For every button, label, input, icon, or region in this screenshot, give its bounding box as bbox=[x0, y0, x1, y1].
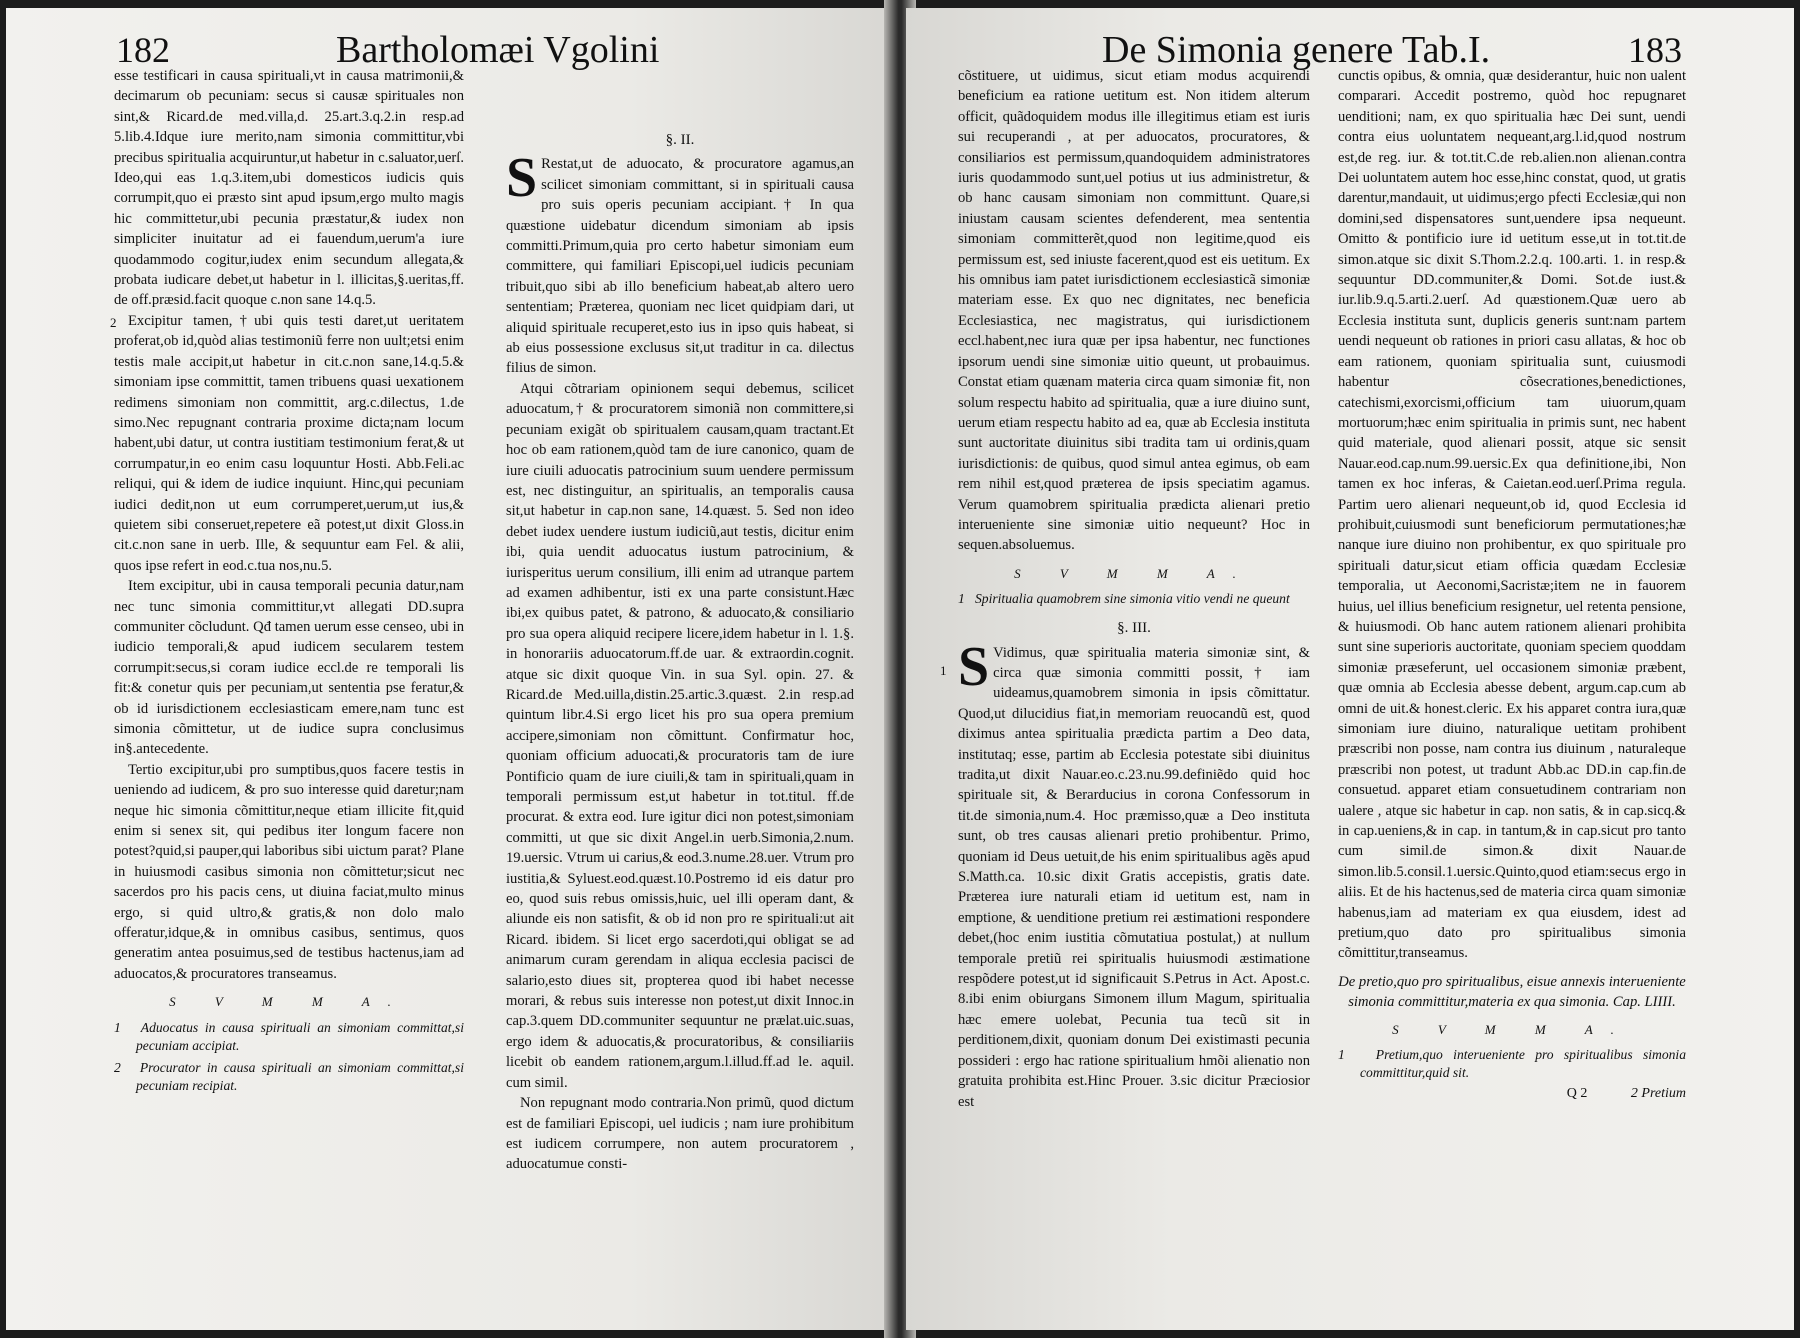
left-column-2 bbox=[506, 128, 854, 1175]
summa-item bbox=[958, 590, 1310, 608]
drop-cap: S bbox=[958, 635, 990, 698]
left-running-title: Bartholomæi Vgolini bbox=[336, 29, 660, 71]
summa-item-text: Procurator in causa spirituali an simoniam committat,si pecuniam recipiat. bbox=[136, 1059, 464, 1093]
summa-heading: S V M M A. bbox=[1014, 565, 1254, 581]
paragraph: esse testificari in causa spirituali,vt in causa matrimonii,& decimarum ob pecuniam: secus si causæ spirituales non sint,& Ricard.de med.villa,d. 25.art.3.q.2.in resp.ad 5.lib.4.Idque iure merito,nam simonia committitur,vbi precibus spiritualia acquiruntur,ut habetur in c.saluator,uerſ. Ideo,qui eas 1.q.3.item,ubi domesticos iudicis quis corrumpit,quo ei præsto sint apud ipsum,ergo multo magis hic committetur,ubi pecunia præstatur,& iudex non simpliciter inuitatur ad ei fauendum,uerum'a iure quodammodo cogitur,iudex enim secundum allegata,& probata iudicare debet,ut habetur in l. illicitas,§.ueritas,ff. de off.præsid.facit quoque c.non sane 14.q.5. bbox=[114, 68, 464, 309]
left-column-1 bbox=[110, 66, 465, 1095]
drop-cap: S bbox=[506, 147, 538, 210]
summa-item bbox=[1338, 1046, 1686, 1082]
summa-item bbox=[114, 1019, 464, 1055]
catchword: 2 Pretium bbox=[1630, 1086, 1686, 1102]
signature-mark: Q 2 bbox=[1566, 1086, 1588, 1102]
margin-number: 1 bbox=[940, 662, 947, 678]
right-page-number: 183 bbox=[1628, 30, 1682, 70]
summa-heading: S V M M A. bbox=[169, 994, 409, 1010]
paragraph: cõstituere, ut uidimus, sicut etiam modus acquirendi beneficium ea ratione uetitum est. Non itidem alterum officit, quãdoquidem modus ille illegitimus etiam est iuris sui recuperandi , at per aduocatos, procuratores, & consiliarios est permissum,quandoquidem administratores iuris quodammodo sunt,uel potius ut ius administretur, & ob hanc causam simoniam non committunt. Quare,si iniustam causam scientes defenderent, mea sententia simoniam committerẽt,quod non legitime,quod eis permissum est, sed iniuste facerent,quod est eis uetitum. Ex his omnibus iam patet iurisdictionem ecclesiasticã simoniæ materiam esse. Ex quo nec dignitates, nec beneficia Ecclesiastica, nec magistratus, qui iurisdictionem eccl.habent,nec iura quæ per ipsa habentur, nec functiones ipsorum uendi sine simoniæ uitio queunt, ut probauimus. Constat etiam quænam materia circa quam simoniæ fit, non solum respectu habito ad spiritualia, quæ a iure diuino sunt, uerum etiam respectu habito ad ea, quæ ab Ecclesia instituta sunt auctoritate diuinitus sibi tradita tam ui ordinis,quam iurisdictionis: de quibus, quod simul antea egimus, ob eam rem nihil est,quod præterea de ipsis speciatim agamus. Verum quamobrem spiritualia prædicta alienari pretio interueniente sine simoniæ uitio nequeunt? Hoc in sequen.absoluemus. bbox=[958, 68, 1310, 554]
summa-item-text: Pretium,quo interueniente pro spiritualibus simonia committitur,quid sit. bbox=[1360, 1047, 1687, 1081]
paragraph bbox=[506, 147, 854, 378]
summa-item-number: 1 bbox=[958, 591, 965, 607]
section-heading: §. II. bbox=[665, 132, 695, 148]
paragraph-text: Excipitur tamen,†ubi quis testi daret,ut ueritatem proferat,ob id,quòd alias testimoniũ ferre non uult;etsi enim testis male accipit,ut habetur in cit.c.non sane,14.q.5.& simoniam ipse committit, tamen tribuens quasi uexationem redimens simoniam non committit, arg.c.dilectus, 1.de simo.Nec repugnant contraria proxime dicta;nam locum habent,ubi datur, ut contra iustitiam testimonium ferat,& ut corrumpatur,in eo enim casu loquuntur Hosti. Abb.Feli.ac reliqui, qui & idem de iudice inquiunt. Hinc,qui pecuniam iudici dedit,non ut eum corrumperet,uerum,ut ius,& quietem sibi conseruet,repetere eã potest,ut dixit Gloss.in cit.c.non sane in uerb. Ille, & sequuntur eam Fel. & alii, quos ipse refert in eod.c.tua nos,nu.5. bbox=[114, 312, 464, 574]
chapter-title: De pretio,quo pro spiritualibus, eisue annexis interueniente simonia committitur,materia ex qua simonia. Cap. LIIII. bbox=[1338, 973, 1686, 1010]
right-page bbox=[906, 8, 1794, 1330]
right-column-2 bbox=[1338, 66, 1686, 1105]
left-page-number: 182 bbox=[116, 30, 170, 70]
paragraph: cunctis opibus, & omnia, quæ desiderantur, huic non ualent comparari. Accedit postremo, quòd hoc repugnaret uenditioni; nam, ex quo spiritualia hæc Dei sunt, uendi contra eius uoluntatem nequeant,arg.l.id,quod nostrum est,de reg. iur. & tot.tit.C.de reb.alien.non alienan.contra Dei uoluntatem autem hoc esse,hinc constat, quod, ut gratis darentur,mandauit, ut uidimus;ergo pfecti Ecclesiæ,qui non domini,sed dispensatores sunt,uendere ipsa nequeunt. Omitto & pontificio iure id uetitum esse,ut in tot.tit.de simon.atque sic dixit S.Thom.2.2.q. 100.arti. 1. in resp.& sequuntur DD.communiter,& Domi. Sot.de iust.& iur.lib.9.q.5.arti.2.uerſ. Ad quæstionem.Quæ uero ab Ecclesia instituta sunt, duplicis generis sunt:nam partem uendi nequeunt ob rationes in priori casu allatas, & hoc ob eam rationem, quoniam spiritualia sunt, cuiusmodi habentur cõsecrationes,benedictiones, catechismi,exorcismi,officium tam uiuorum,quam mortuorum;hæc enim spiritualia in primis sunt, nec habent quid materiale, quod alienari possit, atque sic sensit Nauar.eod.cap.num.99.uersic.Ex qua definitione,ibi, Non tamen ex hoc inferas, & Caietan.eod.uerſ.Prima regula. Partim uero alienari nequeunt,ob id, quod Ecclesia id prohibuit,cuiusmodi sunt beneficiorum permutationes;hæ nanque iure diuino non prohibentur, ex quo spirituale pro spirituali datur,sicut etiam officia quædam Ecclesiæ temporalia, ut Aeconomi,Sacristæ;item ne in fauorem huius, uel illius beneficium resignetur, uel retenta pensione, & huiusmodi. Ob hanc autem rationem alienari prohibita sunt sine superioris auctoritate, quoniam speciem quoddam simoniæ præseferunt, uel occasionem simoniæ præbent, quæ omnia ab Ecclesia abesse debent, argum.cap.cum ab omni de uit.& honest.cleric. Ex his apparet contra iura,quæ simoniam iure diuino, naturalique uetitam prohibent præscribi non posse, nam contra ius diuinum , naturaleque præscribi non potest, ut tradunt Abb.ac DD.in cap.fin.de consuetud. apparet etiam consuetudinem contrariam non ualere , atque sic habetur in cap. non satis, & in cap.sicq.& in cap.ueniens,& in cap. in tantum,& in cap.sicut pro tanto cum simil.de simon.& dixit Nauar.de simon.lib.5.consil.1.uersic.Quinto,quod etiam:secus ergo in aliis. Et de his hactenus,sed de materia circa quam simoniæ habenus,iam ad materiam ex qua eiusdem, idest ad pretium,quo dato pro spiritualibus simonia cõmittitur,transeamus. bbox=[1338, 68, 1686, 962]
summa-item-number: 2 bbox=[114, 1059, 121, 1075]
paragraph bbox=[940, 635, 1310, 1112]
paragraph-text: Vidimus, quæ spiritualia materia simoniæ sint, & circa quæ simonia committi possit,† iam uideamus,quamobrem simonia in ipsis cõmittatur. Quod,ut dilucidius fiat,in memoriam reuocandũ est, quod diximus antea spiritualia prædicta partim a Deo data, institutaq; esse, partim ab Ecclesia potestate sibi diuinitus tradita,ut dixit Nauar.eo.c.23.nu.99.definiẽdo quid hoc spirituale sit, & Berarducius in corona Confessorum in tit.de simonia,num.4. Hoc præmisso,quæ a Deo instituta sunt, ob tres causas alienari pretio prohibentur. Primo, quoniam id Deus uetuit,de his enim spiritualibus agẽs apud S.Matth.ca. 10.sic dixit Gratis accepistis, gratis date. Præterea iure naturali etiam id uetitum est, nam in emptione, & uenditione pretium rei æstimationi respondere debet,(hoc enim iustitia cõmutatiua postulat,) at nullum temporale pretiũ rei spiritualis huiusmodi æstimatione respõdere potest,ut id significauit S.Petrus in Act. Apost.c. 8.ibi enim obiurgans Simonem illum Magum, spiritualia hæc emere uolebat, Pecunia tua tecũ sit in perditionem,dixit, quoniam donum Dei existimasti pecunia possideri : ergo hac ratione spiritualium hmõi alienatio non gratuita prohibita est.Hinc Prouer. 3.sic dicitur Præciosior est bbox=[958, 644, 1310, 1110]
paragraph: Tertio excipitur,ubi pro sumptibus,quos facere testis in ueniendo ad iudicem, & pro suo interesse quid daretur;nam neque hic simonia cõmittitur,neque etiam illicite fit,quid enim si senex sit, qui pedibus iter longum facere non potest?quid,si pauper,qui laboribus sibi uictum parat? Plane in huiusmodi casibus simonia non cõmittetur;sicut nec sacerdos pro his pacis cens, ut diuina faciat,multo minus ergo, si quid ultro,& gratis,& non dolo malo offeratur,idque,& in omnibus casibus, sentimus, quos generatim antea posuimus,sed de testibus hactenus,iam ad aduocatos,& procuratores transeamus. bbox=[114, 761, 464, 982]
paragraph: Non repugnant modo contraria.Non primũ, quod dictum est de familiari Episcopi, uel iudicis ; nam iure prohibitum est iudicem corrumpere, non autem procuratorem , aduocatumue consti- bbox=[506, 1095, 854, 1173]
summa-heading: S V M M A. bbox=[1392, 1021, 1632, 1037]
paragraph bbox=[110, 311, 464, 576]
right-column-1 bbox=[940, 66, 1310, 1112]
catchword-line bbox=[1338, 1084, 1686, 1104]
paragraph-text: Restat,ut de aduocato, & procuratore agamus,an scilicet simoniam committant, si in spirituali causa pro suis operis pecuniam accipiant.† In qua quæstione uidebatur dicendum simoniam ab ipsis committi.Primum,quia pro certo habetur simoniam eum committere, qui familiari Episcopi,uel iudicis pecuniam tribuit,quo sibi ab illo beneficium habeat,ab altero uero sententiam; Præterea, quoniam nec licet quidpiam dari, ut aliquid spirituale recuperet,esto ius in ipso quis habeat, si ab eius possessione exclusus sit,ut traditur in ca. dilectus filius de simon. bbox=[506, 156, 854, 377]
section-heading: §. III. bbox=[1117, 620, 1151, 637]
paragraph: Atqui cõtrariam opinionem sequi debemus, scilicet aduocatum,† & procuratorem simoniã non committere,si pecuniam exigãt ob spiritualem causam,quam tractant.Et hoc ob eam rationem,quòd tam de iure canonico, quam de iure ciuili aduocatis patrocinium suum uendere permissum est, nec distinguitur, an spiritualis, an temporalis causa sit,ut habetur in cap.non sane, 14.quæst. 5. Sed non ideo debet iudex uendere iustum iudiciũ,aut testis, dicitur enim ibi, quia uendit aduocatus iustum patrocinium, & iurisperitus uerum consilium, illi enim ad utranque partem ad examen adhibentur, isti ex una parte consistunt.Hæc ibi,ex quibus patet, & patrono, & aduocato,& consiliario pro sua opera aliquid recipere licere,idem habetur in l. 1.§. in honorariis aduocatorum.ff.de uar. & extraordin.cognit. atque sic dixit quoque Vin. in sua Syl. opin. 27. & Ricard.de Med.uilla,distin.25.artic.3.quæst. 2.in resp.ad quintum libr.4.Si ergo licet his pro sua opera premium accipere,simoniam non cõmittunt. Confirmatur hoc, quoniam officium aduocati,& procuratoris tam de iure Pontificio quam de iure ciuili,& tam in spirituali,quam in temporali permissum est,ut habetur in tot.titul. ff.de procurat. & extra eod. Iure igitur dici non potest,simoniam committi, ut que sic dixit Angel.in uerb.Simonia,2.num. 19.uersic. Vtrum ui carius,& eod.3.nume.28.uer. Vtrum pro iustitia,& Syluest.eod.quæst.10.Postremo id eis datur pro eo, quod suis rebus omissis,huic, uel illi operam dant, & aliunde eis non satisfit, & ob id non pro re spirituali:ut ait Ricard. ibidem. Si licet ergo sacerdoti,qui obligat se ad animarum curam gerendam in aliqua ecclesia pacisci de salario,esto diues sit, propterea quod ibi habet necesse morari, & rebus suis interesse non potest,ut dixit Innoc.in cap.3.quem DD.communiter sequuntur ne prælat.uic.suas, ergo idem & aduocatis,& procuratoribus, & consiliariis licebit ob eandem rationem,argum.l.illud.ff.ad le. aquil. cum simil. bbox=[506, 380, 854, 1091]
summa-item bbox=[114, 1059, 464, 1095]
margin-number: 2 bbox=[110, 314, 117, 330]
right-running-title: De Simonia genere Tab.I. bbox=[1102, 29, 1491, 71]
left-page bbox=[6, 8, 894, 1330]
paragraph: Item excipitur, ubi in causa temporali pecunia datur,nam nec tunc simonia committitur,vt allegati DD.supra communiter cõcludunt. Qđ tamen uerum esse censeo, ubi in iudicio temporali,& apud iudicem secularem testem corrumpit:secus,si coram iudice eccl.de re temporali lis fit:& conetur quis per pecuniam,ut sententia pse feratur,& ob id iurisdictionem ecclesiasticam emere,nam tunc est simonia cõmittetur, ut de iudice supra conclusimus in§.antecedente. bbox=[114, 578, 464, 758]
summa-item-number: 1 bbox=[1338, 1047, 1345, 1063]
summa-item-text: Aduocatus in causa spirituali an simoniam committat,si pecuniam accipiat. bbox=[136, 1019, 465, 1053]
summa-item-number: 1 bbox=[114, 1019, 121, 1035]
summa-item-text: Spiritualia quamobrem sine simonia vitio vendi ne queunt bbox=[975, 591, 1290, 607]
